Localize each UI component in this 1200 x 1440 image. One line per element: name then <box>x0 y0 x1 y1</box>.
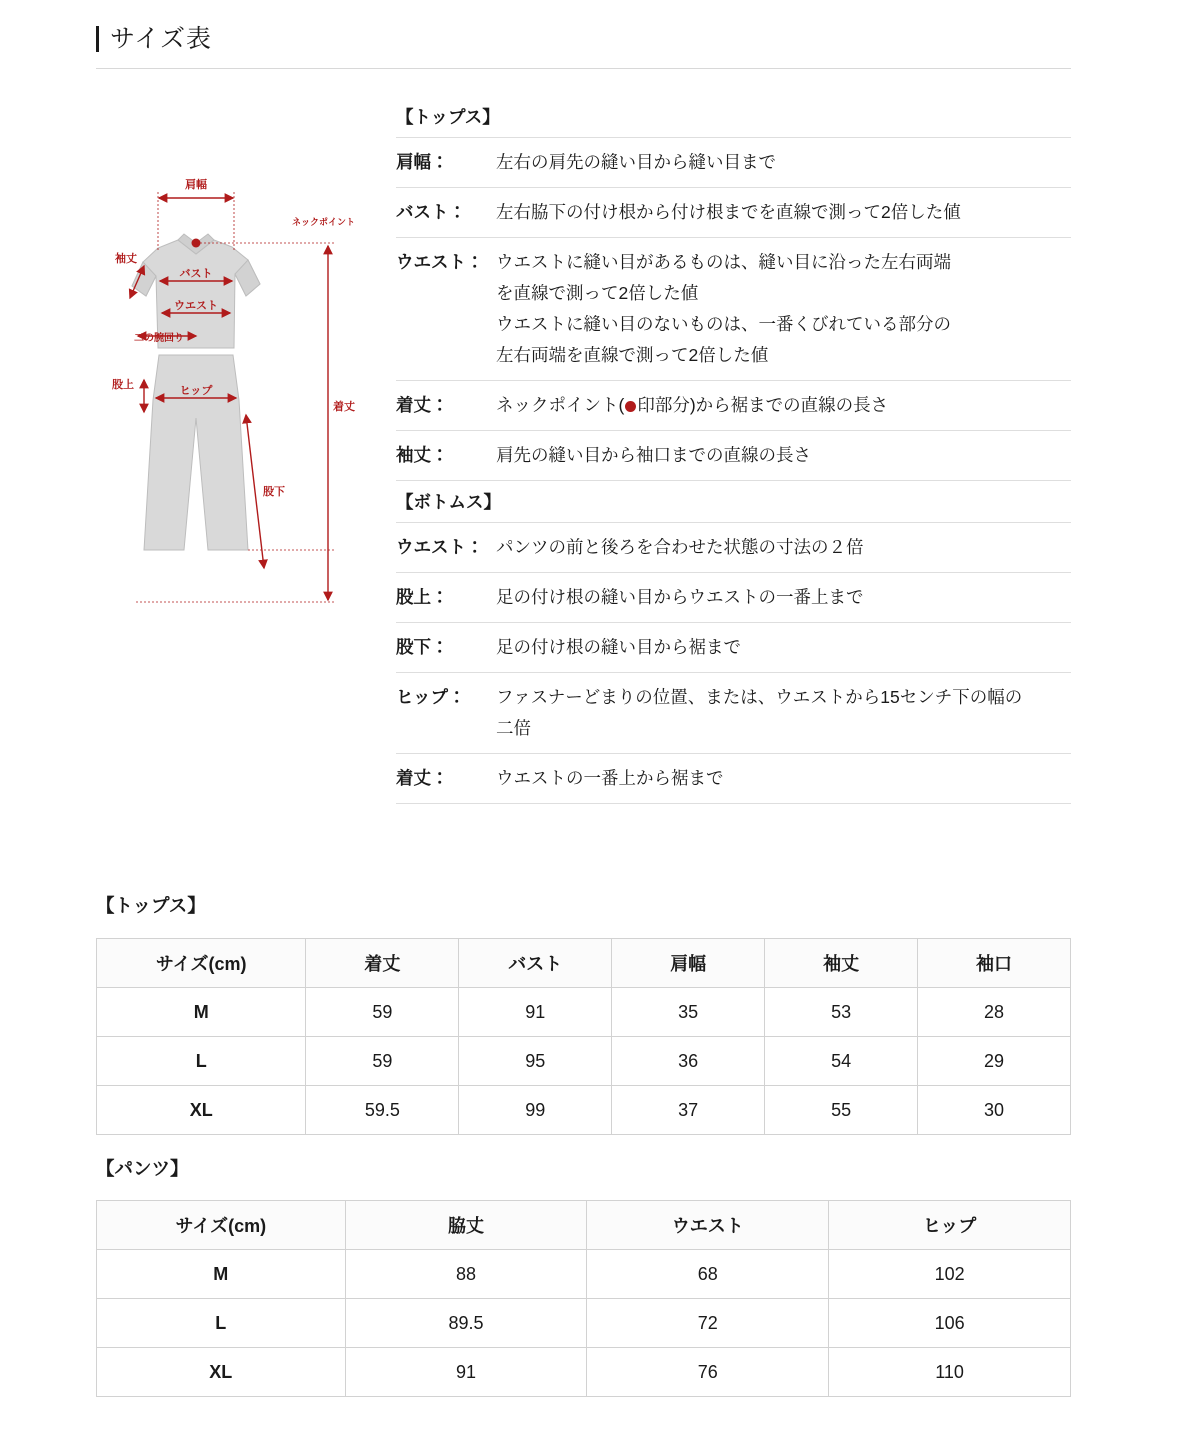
table-cell: 28 <box>918 988 1071 1037</box>
column-header: 脇丈 <box>345 1201 587 1250</box>
tops-size-table <box>96 938 1071 1135</box>
column-header: ヒップ <box>829 1201 1071 1250</box>
definition-description: 左右脇下の付け根から付け根までを直線で測って2倍した値 <box>496 202 961 222</box>
table-cell: 110 <box>829 1348 1071 1397</box>
definition-term: 股下： <box>396 637 449 657</box>
definition-line: 二倍 <box>496 718 531 738</box>
table-cell: 35 <box>612 988 765 1037</box>
definition-term: ヒップ： <box>396 687 466 707</box>
column-header: 肩幅 <box>612 939 765 988</box>
definition-section-tops <box>396 96 1071 138</box>
definition-line: 左右両端を直線で測って2倍した値 <box>496 345 769 365</box>
table-cell: 89.5 <box>345 1299 587 1348</box>
label-dress-length: 着丈 <box>333 401 355 413</box>
definition-term: 肩幅： <box>396 152 449 172</box>
row-header: M <box>97 1250 346 1299</box>
table-cell: 37 <box>612 1086 765 1135</box>
definition-line: を直線で測って2倍した値 <box>496 283 699 303</box>
table-cell: 59.5 <box>306 1086 459 1135</box>
section-label-bottoms: 【ボトムス】 <box>396 492 501 512</box>
label-sleeve-length: 袖丈 <box>115 253 137 265</box>
table-cell: 95 <box>459 1037 612 1086</box>
row-header: M <box>97 988 306 1037</box>
table-cell: 55 <box>765 1086 918 1135</box>
table-cell: 102 <box>829 1250 1071 1299</box>
table-row <box>97 988 1071 1037</box>
row-header: XL <box>97 1348 346 1397</box>
table-cell: 36 <box>612 1037 765 1086</box>
definition-term: 袖丈： <box>396 445 449 465</box>
table-cell: 106 <box>829 1299 1071 1348</box>
definition-description <box>496 682 1071 744</box>
label-shoulder: 肩幅 <box>185 179 207 191</box>
column-header: 袖口 <box>918 939 1071 988</box>
label-waist: ウエスト <box>174 300 218 312</box>
pants-table-title: 【パンツ】 <box>96 1158 189 1179</box>
table-cell: 30 <box>918 1086 1071 1135</box>
table-cell: 29 <box>918 1037 1071 1086</box>
row-header: L <box>97 1299 346 1348</box>
table-row <box>97 1037 1071 1086</box>
definition-description: 左右の肩先の縫い目から縫い目まで <box>496 152 776 172</box>
page-header <box>96 22 1071 69</box>
section-label-tops: 【トップス】 <box>396 107 500 127</box>
table-cell: 76 <box>587 1348 829 1397</box>
measurement-definitions <box>396 96 1071 804</box>
definition-line: ウエストに縫い目のないものは、一番くびれている部分の <box>496 314 951 334</box>
table-cell: 72 <box>587 1299 829 1348</box>
definition-row <box>396 573 1071 623</box>
definition-row <box>396 381 1071 431</box>
definition-row <box>396 623 1071 673</box>
page-title: サイズ表 <box>96 22 1071 56</box>
table-cell: 91 <box>459 988 612 1037</box>
definition-description: 肩先の縫い目から袖口までの直線の長さ <box>496 445 811 465</box>
column-header: サイズ(cm) <box>97 1201 346 1250</box>
definition-row <box>396 138 1071 188</box>
table-row <box>97 1348 1071 1397</box>
definition-description: ウエストの一番上から裾まで <box>496 768 724 788</box>
definition-section-bottoms <box>396 481 1071 523</box>
label-bust: バスト <box>179 268 213 280</box>
label-inseam: 股下 <box>263 486 285 498</box>
column-header: 袖丈 <box>765 939 918 988</box>
definition-line: 印部分)から裾までの直線の長さ <box>637 395 889 415</box>
label-neck-point: ネックポイント <box>292 217 356 227</box>
definition-line: ネックポイント( <box>496 395 625 415</box>
definition-term: 股上： <box>396 587 449 607</box>
definition-description <box>496 390 1071 421</box>
table-cell: 91 <box>345 1348 587 1397</box>
definition-term: 着丈： <box>396 768 449 788</box>
column-header: ウエスト <box>587 1201 829 1250</box>
row-header: L <box>97 1037 306 1086</box>
label-hip: ヒップ <box>179 385 213 397</box>
definition-row <box>396 238 1071 381</box>
label-upper-arm: 二の腕回り <box>134 333 184 344</box>
definition-description <box>496 247 1071 371</box>
column-header: サイズ(cm) <box>97 939 306 988</box>
tops-table-title: 【トップス】 <box>96 895 206 916</box>
definition-row <box>396 523 1071 573</box>
table-cell: 99 <box>459 1086 612 1135</box>
definition-term: ウエスト： <box>396 537 484 557</box>
table-header-row <box>97 1201 1071 1250</box>
definition-line: ファスナーどまりの位置、または、ウエストから15センチ下の幅の <box>496 687 1023 707</box>
table-row <box>97 1299 1071 1348</box>
definition-description: 足の付け根の縫い目から裾まで <box>496 637 741 657</box>
definition-row <box>396 188 1071 238</box>
label-rise: 股上 <box>112 379 134 391</box>
table-row <box>97 1250 1071 1299</box>
definition-row <box>396 754 1071 804</box>
definition-line: ウエストに縫い目があるものは、縫い目に沿った左右両端 <box>496 252 951 272</box>
table-row <box>97 1086 1071 1135</box>
garment-measurement-diagram <box>96 150 396 630</box>
definition-term: バスト： <box>396 202 466 222</box>
table-header-row <box>97 939 1071 988</box>
dot-marker-icon <box>625 401 636 412</box>
definition-description: パンツの前と後ろを合わせた状態の寸法の２倍 <box>496 537 864 557</box>
title-divider <box>96 68 1071 69</box>
definition-term: 着丈： <box>396 395 449 415</box>
definition-description: 足の付け根の縫い目からウエストの一番上まで <box>496 587 864 607</box>
definition-row <box>396 673 1071 754</box>
definition-row <box>396 431 1071 481</box>
table-cell: 59 <box>306 988 459 1037</box>
definition-term: ウエスト： <box>396 252 484 272</box>
table-cell: 88 <box>345 1250 587 1299</box>
table-cell: 68 <box>587 1250 829 1299</box>
table-cell: 59 <box>306 1037 459 1086</box>
table-cell: 53 <box>765 988 918 1037</box>
row-header: XL <box>97 1086 306 1135</box>
column-header: バスト <box>459 939 612 988</box>
table-cell: 54 <box>765 1037 918 1086</box>
column-header: 着丈 <box>306 939 459 988</box>
pants-size-table <box>96 1200 1071 1397</box>
